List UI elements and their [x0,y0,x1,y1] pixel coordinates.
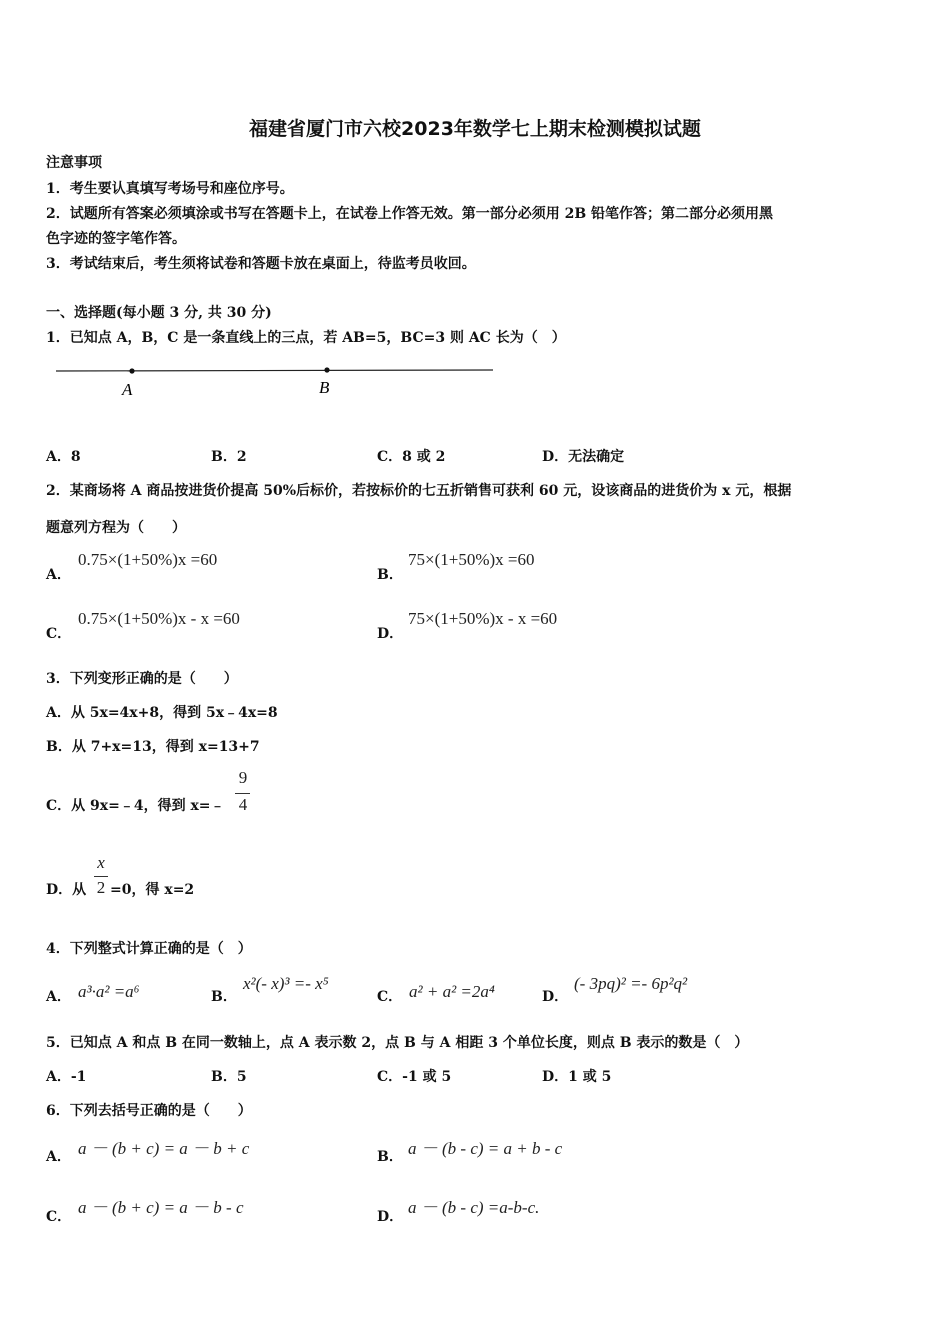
q1-option-b: B．2 [211,449,247,465]
q3-option-a: A．从 5x=4x+8，得到 5x﹣4x=8 [46,705,278,721]
q4-label-b: B． [211,989,237,1005]
q5-option-b: B．5 [211,1069,247,1085]
q6-expr-a: a － (b + c) = a － b + c [78,1139,250,1158]
q2-stem-1: 2．某商场将 A 商品按进货价提高 50%后标价，若按标价的七五折销售可获利 60 元，设该商品的进货价为 x 元，根据 [46,483,792,499]
q4-expr-b: x²(- x)³ =- x⁵ [243,974,329,993]
q6-expr-b: a － (b - c) = a + b - c [408,1139,563,1158]
q2-expr-b: 75×(1+50%)x =60 [408,550,535,569]
q1-point-a-label: A [122,380,133,399]
q2-label-c: C． [46,626,72,642]
q6-expr-d: a － (b - c) =a-b-c. [408,1198,540,1217]
q6-label-d: D． [377,1209,404,1225]
q5-stem: 5．已知点 A 和点 B 在同一数轴上，点 A 表示数 2，点 B 与 A 相距 3 个单位长度，则点 B 表示的数是（ ） [46,1035,749,1051]
q2-label-d: D． [377,626,404,642]
q1-option-c: C．8 或 2 [377,449,446,465]
q4-label-c: C． [377,989,403,1005]
q4-expr-a: a³·a² =a⁶ [78,982,140,1001]
notice-line-1: 1．考生要认真填写考场号和座位序号。 [46,181,294,197]
q5-option-c: C．-1 或 5 [377,1069,452,1085]
q3-option-c: C．从 9x=﹣4，得到 x=﹣ [46,798,225,814]
q5-option-a: A．-1 [46,1069,87,1085]
q3-option-b: B．从 7+x=13，得到 x=13+7 [46,739,260,755]
exam-title: 福建省厦门市六校2023年数学七上期末检测模拟试题 [249,118,701,140]
q1-point-b-dot [324,367,329,372]
q3-d-denominator: 2 [96,878,106,897]
q3-stem: 3．下列变形正确的是（ ） [46,671,238,687]
q4-label-d: D． [542,989,569,1005]
q4-expr-c: a² + a² =2a⁴ [409,982,495,1001]
notice-heading: 注意事项 [46,155,102,171]
section-heading: 一、选择题(每小题 3 分, 共 30 分) [46,305,272,321]
q1-stem: 1．已知点 A，B，C 是一条直线上的三点，若 AB=5，BC=3 则 AC 长为（ ） [46,330,566,346]
q6-stem: 6．下列去括号正确的是（ ） [46,1103,252,1119]
q3-c-fraction-bar [235,793,250,794]
q1-option-a: A．8 [46,449,81,465]
q2-expr-d: 75×(1+50%)x - x =60 [408,609,558,628]
q4-label-a: A． [46,989,71,1005]
q1-point-a-dot [129,368,134,373]
q3-c-denominator: 4 [238,795,248,814]
q3-option-d-prefix: D．从 [46,882,87,898]
q4-expr-d: (- 3pq)² =- 6p²q² [574,974,688,993]
q1-line [56,370,493,371]
q2-label-a: A． [46,567,71,583]
q2-label-b: B． [377,567,403,583]
q4-stem: 4．下列整式计算正确的是（ ） [46,941,252,957]
notice-line-2a: 2．试题所有答案必须填涂或书写在答题卡上，在试卷上作答无效。第一部分必须用 2B 铅笔作答；第二部分必须用黑 [46,206,774,222]
q3-c-numerator: 9 [238,768,248,787]
q6-label-a: A． [46,1149,71,1165]
q1-option-d: D．无法确定 [542,449,625,465]
q3-d-fraction-bar [94,876,108,877]
notice-line-3: 3．考试结束后，考生须将试卷和答题卡放在桌面上，待监考员收回。 [46,256,476,272]
q1-point-b-label: B [319,378,330,397]
q6-label-c: C． [46,1209,72,1225]
q3-option-d-suffix: =0，得 x=2 [110,882,195,898]
notice-line-2b: 色字迹的签字笔作答。 [46,231,186,247]
q2-stem-2: 题意列方程为（ ） [46,520,186,536]
q2-expr-a: 0.75×(1+50%)x =60 [78,550,218,569]
q2-expr-c: 0.75×(1+50%)x - x =60 [78,609,240,628]
q6-expr-c: a － (b + c) = a － b - c [78,1198,244,1217]
q6-label-b: B． [377,1149,403,1165]
q5-option-d: D．1 或 5 [542,1069,612,1085]
q1-line-diagram [56,362,496,402]
q3-d-numerator: x [97,853,105,872]
